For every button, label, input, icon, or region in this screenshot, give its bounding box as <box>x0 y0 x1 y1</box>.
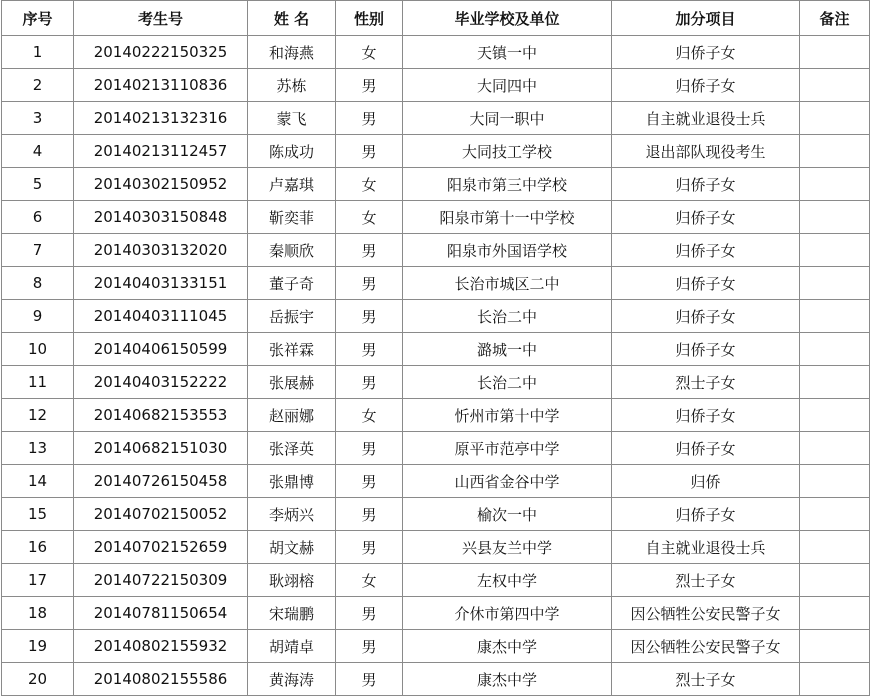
cell-index: 13 <box>2 432 74 465</box>
cell-bonus-item: 自主就业退役士兵 <box>612 531 800 564</box>
cell-name: 苏栋 <box>248 69 336 102</box>
cell-bonus-item: 归侨子女 <box>612 36 800 69</box>
cell-name: 赵丽娜 <box>248 399 336 432</box>
cell-index: 17 <box>2 564 74 597</box>
table-row <box>2 333 870 366</box>
cell-bonus-item: 归侨子女 <box>612 333 800 366</box>
cell-exam-number: 20140726150458 <box>74 465 248 498</box>
cell-remarks <box>800 201 870 234</box>
cell-name: 黄海涛 <box>248 663 336 696</box>
cell-school: 介休市第四中学 <box>403 597 612 630</box>
cell-exam-number: 20140222150325 <box>74 36 248 69</box>
cell-remarks <box>800 168 870 201</box>
cell-name: 张泽英 <box>248 432 336 465</box>
cell-index: 5 <box>2 168 74 201</box>
cell-remarks <box>800 135 870 168</box>
cell-school: 左权中学 <box>403 564 612 597</box>
table-row <box>2 465 870 498</box>
cell-exam-number: 20140802155932 <box>74 630 248 663</box>
cell-gender: 女 <box>336 168 403 201</box>
cell-index: 6 <box>2 201 74 234</box>
cell-remarks <box>800 432 870 465</box>
cell-name: 卢嘉琪 <box>248 168 336 201</box>
table-row <box>2 564 870 597</box>
cell-gender: 女 <box>336 399 403 432</box>
cell-name: 岳振宇 <box>248 300 336 333</box>
cell-remarks <box>800 69 870 102</box>
cell-index: 3 <box>2 102 74 135</box>
cell-bonus-item: 归侨子女 <box>612 300 800 333</box>
cell-index: 2 <box>2 69 74 102</box>
cell-school: 大同四中 <box>403 69 612 102</box>
header-remarks: 备注 <box>800 1 870 36</box>
table-body <box>2 36 870 696</box>
cell-gender: 男 <box>336 432 403 465</box>
cell-exam-number: 20140213132316 <box>74 102 248 135</box>
table-row <box>2 267 870 300</box>
table-row <box>2 432 870 465</box>
cell-exam-number: 20140702150052 <box>74 498 248 531</box>
cell-gender: 女 <box>336 201 403 234</box>
cell-gender: 男 <box>336 531 403 564</box>
cell-name: 张祥霖 <box>248 333 336 366</box>
cell-name: 靳奕菲 <box>248 201 336 234</box>
cell-exam-number: 20140302150952 <box>74 168 248 201</box>
table-row <box>2 366 870 399</box>
cell-name: 李炳兴 <box>248 498 336 531</box>
table-row <box>2 498 870 531</box>
cell-bonus-item: 归侨子女 <box>612 234 800 267</box>
header-name: 姓 名 <box>248 1 336 36</box>
table-row <box>2 69 870 102</box>
cell-name: 张展赫 <box>248 366 336 399</box>
cell-gender: 男 <box>336 234 403 267</box>
table-header-row <box>2 1 870 36</box>
header-bonus-item: 加分项目 <box>612 1 800 36</box>
cell-bonus-item: 归侨子女 <box>612 399 800 432</box>
cell-remarks <box>800 498 870 531</box>
header-index: 序号 <box>2 1 74 36</box>
cell-school: 大同一职中 <box>403 102 612 135</box>
cell-bonus-item: 退出部队现役考生 <box>612 135 800 168</box>
cell-bonus-item: 因公牺牲公安民警子女 <box>612 597 800 630</box>
table-row <box>2 531 870 564</box>
cell-gender: 男 <box>336 102 403 135</box>
cell-exam-number: 20140682151030 <box>74 432 248 465</box>
cell-exam-number: 20140403152222 <box>74 366 248 399</box>
cell-gender: 女 <box>336 36 403 69</box>
cell-name: 胡靖卓 <box>248 630 336 663</box>
cell-gender: 男 <box>336 366 403 399</box>
cell-exam-number: 20140213110836 <box>74 69 248 102</box>
cell-gender: 男 <box>336 135 403 168</box>
cell-index: 19 <box>2 630 74 663</box>
cell-exam-number: 20140722150309 <box>74 564 248 597</box>
cell-exam-number: 20140303150848 <box>74 201 248 234</box>
cell-index: 20 <box>2 663 74 696</box>
cell-index: 11 <box>2 366 74 399</box>
cell-index: 10 <box>2 333 74 366</box>
cell-remarks <box>800 564 870 597</box>
cell-remarks <box>800 663 870 696</box>
cell-exam-number: 20140303132020 <box>74 234 248 267</box>
cell-gender: 男 <box>336 597 403 630</box>
cell-remarks <box>800 366 870 399</box>
cell-school: 康杰中学 <box>403 630 612 663</box>
cell-name: 和海燕 <box>248 36 336 69</box>
cell-gender: 男 <box>336 663 403 696</box>
cell-remarks <box>800 333 870 366</box>
cell-index: 14 <box>2 465 74 498</box>
header-gender: 性别 <box>336 1 403 36</box>
cell-bonus-item: 归侨子女 <box>612 432 800 465</box>
cell-exam-number: 20140802155586 <box>74 663 248 696</box>
cell-index: 7 <box>2 234 74 267</box>
cell-index: 4 <box>2 135 74 168</box>
cell-school: 长治二中 <box>403 300 612 333</box>
cell-school: 阳泉市第三中学校 <box>403 168 612 201</box>
cell-school: 榆次一中 <box>403 498 612 531</box>
cell-index: 9 <box>2 300 74 333</box>
cell-bonus-item: 烈士子女 <box>612 366 800 399</box>
cell-bonus-item: 归侨子女 <box>612 168 800 201</box>
cell-name: 董子奇 <box>248 267 336 300</box>
cell-name: 张鼎博 <box>248 465 336 498</box>
cell-name: 宋瑞鹏 <box>248 597 336 630</box>
cell-name: 耿翊榕 <box>248 564 336 597</box>
cell-exam-number: 20140406150599 <box>74 333 248 366</box>
cell-bonus-item: 烈士子女 <box>612 663 800 696</box>
cell-index: 16 <box>2 531 74 564</box>
cell-bonus-item: 归侨子女 <box>612 498 800 531</box>
table-row <box>2 234 870 267</box>
table-row <box>2 135 870 168</box>
cell-exam-number: 20140403133151 <box>74 267 248 300</box>
cell-school: 阳泉市外国语学校 <box>403 234 612 267</box>
cell-gender: 男 <box>336 333 403 366</box>
cell-bonus-item: 归侨子女 <box>612 69 800 102</box>
cell-remarks <box>800 597 870 630</box>
cell-remarks <box>800 531 870 564</box>
table-row <box>2 300 870 333</box>
cell-gender: 男 <box>336 69 403 102</box>
cell-gender: 女 <box>336 564 403 597</box>
cell-exam-number: 20140403111045 <box>74 300 248 333</box>
cell-remarks <box>800 267 870 300</box>
cell-name: 陈成功 <box>248 135 336 168</box>
cell-remarks <box>800 465 870 498</box>
cell-exam-number: 20140682153553 <box>74 399 248 432</box>
cell-gender: 男 <box>336 300 403 333</box>
cell-school: 长治二中 <box>403 366 612 399</box>
cell-name: 胡文赫 <box>248 531 336 564</box>
cell-bonus-item: 烈士子女 <box>612 564 800 597</box>
cell-school: 忻州市第十中学 <box>403 399 612 432</box>
table-row <box>2 36 870 69</box>
cell-index: 15 <box>2 498 74 531</box>
cell-remarks <box>800 630 870 663</box>
cell-bonus-item: 自主就业退役士兵 <box>612 102 800 135</box>
table-row <box>2 597 870 630</box>
cell-exam-number: 20140781150654 <box>74 597 248 630</box>
cell-index: 8 <box>2 267 74 300</box>
cell-index: 18 <box>2 597 74 630</box>
cell-name: 蒙飞 <box>248 102 336 135</box>
cell-remarks <box>800 300 870 333</box>
cell-index: 12 <box>2 399 74 432</box>
cell-exam-number: 20140702152659 <box>74 531 248 564</box>
cell-bonus-item: 归侨子女 <box>612 201 800 234</box>
cell-bonus-item: 归侨 <box>612 465 800 498</box>
cell-name: 秦顺欣 <box>248 234 336 267</box>
cell-school: 阳泉市第十一中学校 <box>403 201 612 234</box>
cell-school: 康杰中学 <box>403 663 612 696</box>
cell-school: 原平市范亭中学 <box>403 432 612 465</box>
table-row <box>2 399 870 432</box>
table-row <box>2 663 870 696</box>
cell-index: 1 <box>2 36 74 69</box>
cell-bonus-item: 归侨子女 <box>612 267 800 300</box>
cell-exam-number: 20140213112457 <box>74 135 248 168</box>
table-row <box>2 201 870 234</box>
header-school: 毕业学校及单位 <box>403 1 612 36</box>
cell-bonus-item: 因公牺牲公安民警子女 <box>612 630 800 663</box>
cell-school: 长治市城区二中 <box>403 267 612 300</box>
cell-gender: 男 <box>336 465 403 498</box>
cell-school: 兴县友兰中学 <box>403 531 612 564</box>
cell-gender: 男 <box>336 630 403 663</box>
cell-remarks <box>800 36 870 69</box>
cell-gender: 男 <box>336 498 403 531</box>
table-row <box>2 630 870 663</box>
cell-remarks <box>800 234 870 267</box>
header-exam-number: 考生号 <box>74 1 248 36</box>
table-row <box>2 168 870 201</box>
table-row <box>2 102 870 135</box>
cell-school: 山西省金谷中学 <box>403 465 612 498</box>
cell-school: 潞城一中 <box>403 333 612 366</box>
cell-remarks <box>800 102 870 135</box>
cell-gender: 男 <box>336 267 403 300</box>
cell-school: 天镇一中 <box>403 36 612 69</box>
cell-remarks <box>800 399 870 432</box>
bonus-points-table <box>1 0 870 696</box>
cell-school: 大同技工学校 <box>403 135 612 168</box>
